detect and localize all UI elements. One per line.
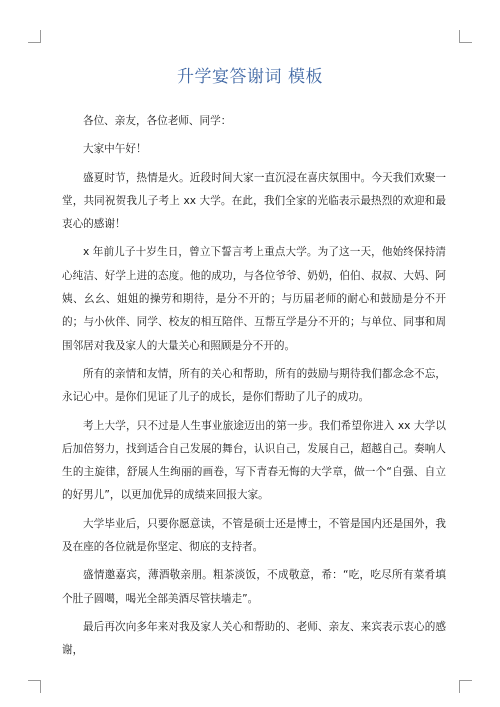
paragraph: 盛夏时节，热情是火。近段时间大家一直沉浸在喜庆氛围中。今天我们欢聚一堂，共同祝贺我儿子考上 xx 大学。在此，我们全家的光临表示最热烈的欢迎和最衷心的感谢！	[62, 171, 446, 231]
paragraph: 盛情邀嘉宾，薄酒敬亲朋。粗茶淡饭，不成敬意，希：“吃，吃尽所有菜肴填个肚子圆噶，喝光全部美酒尽管扶墙走”。	[62, 569, 446, 605]
crop-mark-top-right	[459, 30, 472, 43]
paragraph: 大学毕业后，只要你愿意读，不管是硕士还是博士，不管是国内还是国外，我及在座的各位就是你坚定、彻底的支持者。	[62, 517, 446, 554]
paragraph-salutation: 各位、亲友，各位老师、同学：	[83, 115, 232, 127]
paragraph: 最后再次向多年来对我及家人关心和帮助的、老师、亲友、来宾表示衷心的感谢，	[62, 620, 446, 657]
paragraph: 考上大学，只不过是人生事业旅途迈出的第一步。我们希望你进入 xx 大学以后加倍努力，找到适合自己发展的舞台，认识自己，发展自己，超越自己。奏响人生的主旋律，舒展人生绚丽的画卷，写下青春无悔的大学章，做一个“自强、自立的好男儿”，以更加优异的成绩来回报大家。	[62, 419, 446, 502]
paragraph: x 年前儿子十岁生日，曾立下誓言考上重点大学。为了这一天，他始终保持清心纯洁、好学上进的态度。他的成功，与各位爷爷、奶奶，伯伯、叔叔、大妈、阿姨、幺幺、姐姐的操劳和期待，是分不开的；与历届老师的耐心和鼓励是分不开的；与小伙伴、同学、校友的相互陪伴、互帮互学是分不开的；与单位、同事和周围邻居对我及家人的大量关心和照顾是分不开的。	[62, 246, 446, 352]
crop-mark-bottom-right	[459, 680, 472, 693]
document-body	[62, 110, 446, 668]
crop-mark-top-left	[28, 30, 41, 43]
paragraph-greeting: 大家中午好！	[83, 143, 147, 156]
document-title: 升学宴答谢词 模板	[177, 67, 323, 87]
crop-mark-bottom-left	[28, 680, 41, 693]
paragraph: 所有的亲情和友情，所有的关心和帮助，所有的鼓励与期待我们都念念不忘，永记心中。是你们见证了儿子的成长，是你们帮助了儿子的成功。	[62, 367, 446, 404]
